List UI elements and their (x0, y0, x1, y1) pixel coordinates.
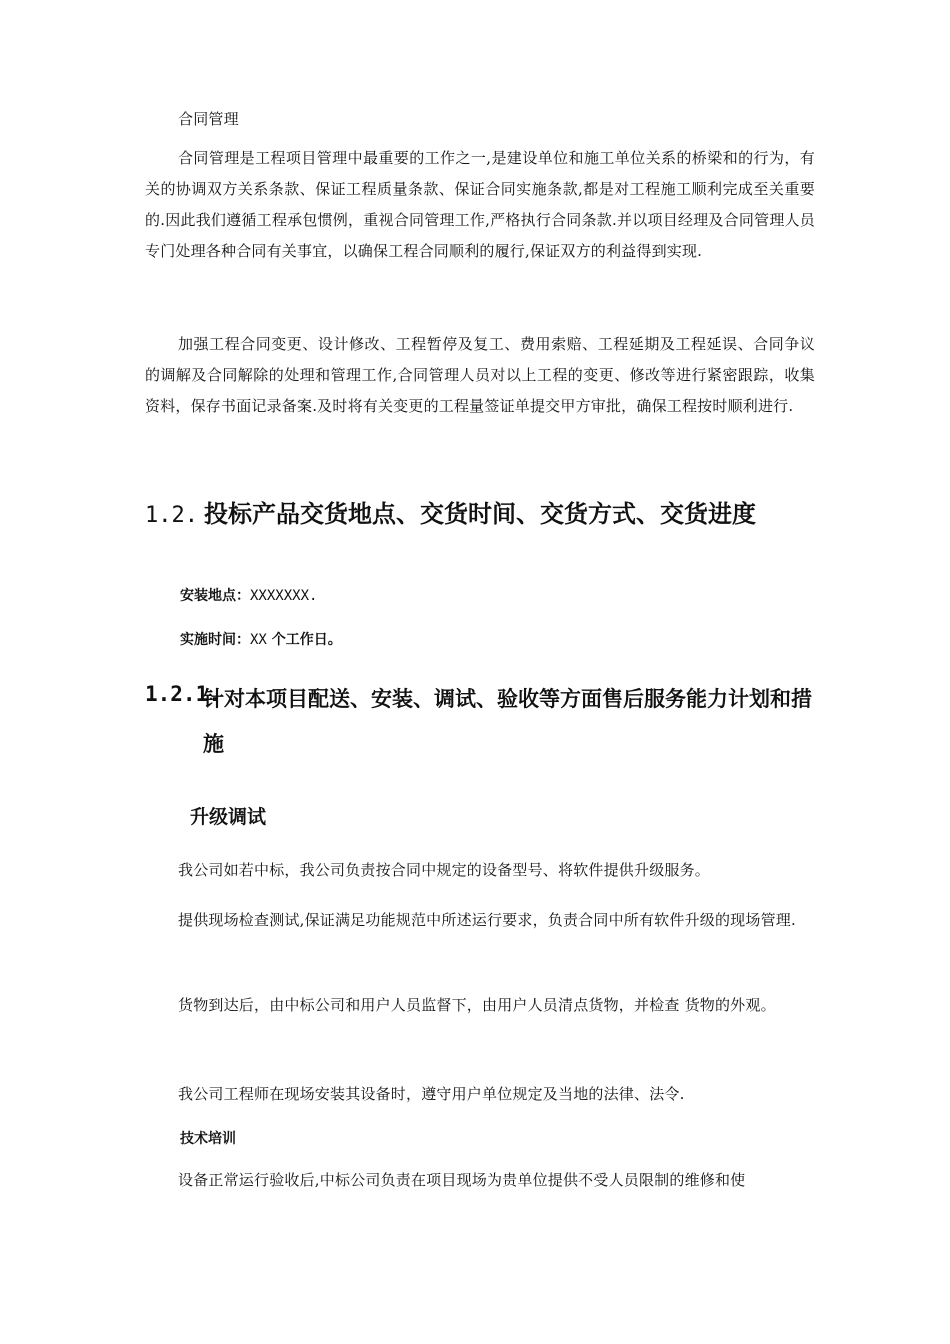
heading-1-2-number: 1.2. (145, 503, 198, 528)
heading-upgrade-debug: 升级调试 (190, 806, 267, 828)
service-paragraph-2: 提供现场检查测试,保证满足功能规范中所述运行要求，负责合同中所有软件升级的现场管理. (178, 911, 796, 929)
heading-1-2-1-title: 针对本项目配送、安装、调试、验收等方面售后服务能力计划和措施 (203, 686, 812, 756)
implementation-time-value: XX (250, 632, 267, 648)
install-location-value: XXXXXXX. (250, 588, 318, 604)
contract-paragraph-2: 加强工程合同变更、设计修改、工程暂停及复工、费用索赔、工程延期及工程延误、合同争议的调解及合同解除的处理和管理工作,合同管理人员对以上工程的变更、修改等进行紧密跟踪，收集资料，保存书面记录备案.及时将有关变更的工程量签证单提交甲方审批，确保工程按时顺利进行. (145, 335, 815, 415)
service-paragraph-4: 我公司工程师在现场安装其设备时，遵守用户单位规定及当地的法律、法令. (178, 1085, 685, 1103)
heading-1-2 (145, 496, 845, 534)
install-location-line (180, 584, 317, 608)
implementation-time-suffix: 个工作日。 (266, 632, 342, 648)
implementation-time-label: 实施时间： (180, 632, 250, 648)
service-paragraph-1: 我公司如若中标，我公司负责按合同中规定的设备型号、将软件提供升级服务。 (178, 861, 711, 879)
heading-technical-training: 技术培训 (180, 1131, 236, 1147)
section-title-contract-management: 合同管理 (178, 110, 239, 128)
contract-paragraph-1: 合同管理是工程项目管理中最重要的工作之一,是建设单位和施工单位关系的桥梁和的行为，有关的协调双方关系条款、保证工程质量条款、保证合同实施条款,都是对工程施工顺利完成至关重要的.因此我们遵循工程承包惯例，重视合同管理工作,严格执行合同条款.并以项目经理及合同管理人员专门处理各种合同有关事宜，以确保工程合同顺利的履行,保证双方的利益得到实现. (145, 149, 815, 260)
implementation-time-line (180, 628, 342, 652)
heading-1-2-title: 投标产品交货地点、交货时间、交货方式、交货进度 (203, 499, 756, 528)
heading-1-2-1-number: 1.2.1. (145, 682, 221, 706)
service-paragraph-3: 货物到达后，由中标公司和用户人员监督下，由用户人员清点货物，并检查 货物的外观。 (178, 996, 776, 1014)
install-location-label: 安装地点： (180, 588, 250, 604)
service-paragraph-5: 设备正常运行验收后,中标公司负责在项目现场为贵单位提供不受人员限制的维修和使 (178, 1171, 746, 1189)
